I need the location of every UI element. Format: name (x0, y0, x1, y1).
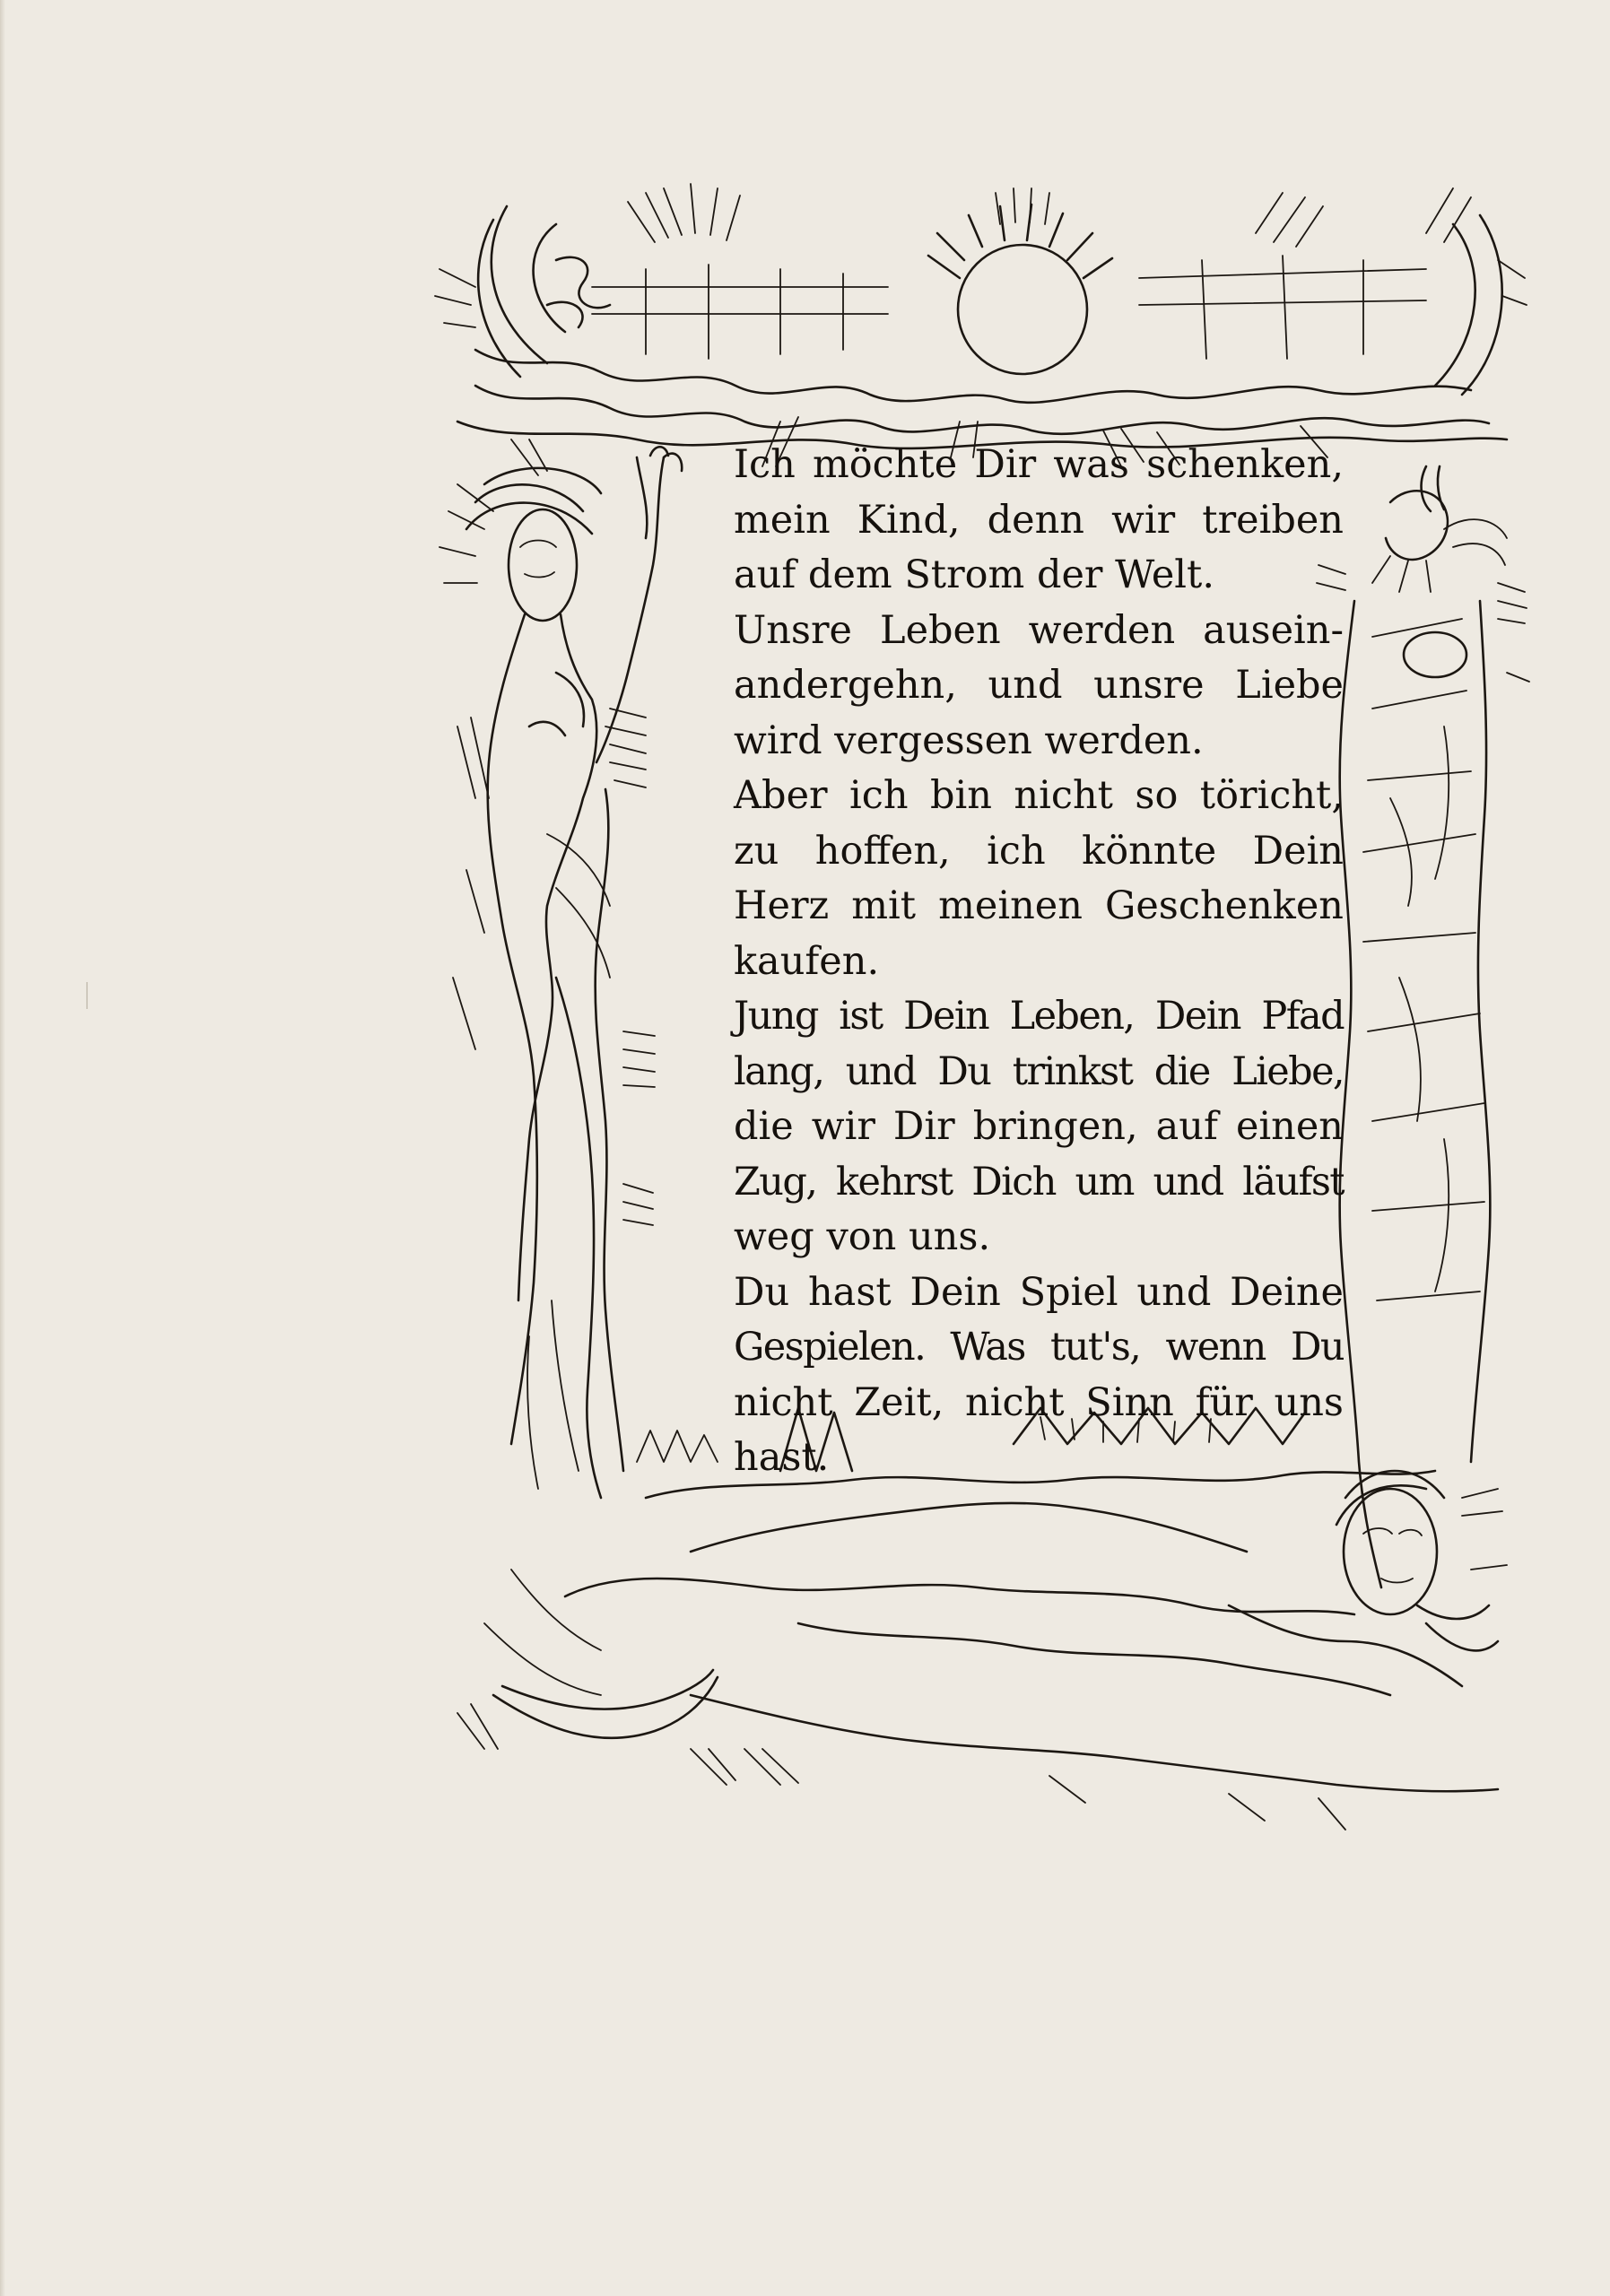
tree-and-bird (1317, 466, 1529, 1587)
poem-text-block (734, 438, 1344, 1478)
poem-line: andergehn, und unsre Liebe (734, 663, 1344, 708)
poem-line: Ich möchte Dir was schenken, (734, 442, 1344, 487)
sun-and-waves-panel (435, 184, 1527, 475)
poem-line: Zug, kehrst Dich um und läufst (734, 1159, 1344, 1205)
crescent-moon (493, 1677, 718, 1738)
poem-line: Jung ist Dein Leben, Dein Pfad (734, 994, 1344, 1039)
standing-figure (439, 447, 682, 1498)
head (509, 509, 577, 621)
sun (958, 245, 1087, 374)
poem-line: kaufen. (734, 938, 880, 984)
poem-line: nicht Zeit, nicht Sinn für uns (734, 1379, 1344, 1425)
poem-line: Herz mit meinen Geschenken (734, 883, 1344, 928)
reclining-head (1344, 1489, 1437, 1614)
poem-line: Gespielen. Was tut's, wenn Du (734, 1325, 1344, 1370)
poem-line: Du hast Dein Spiel und Deine (734, 1269, 1344, 1315)
poem-line: Unsre Leben werden ausein- (734, 607, 1344, 653)
poem-line: weg von uns. (734, 1214, 991, 1259)
poem-line: hast. (734, 1435, 830, 1480)
poem-line: die wir Dir bringen, auf einen (734, 1104, 1344, 1149)
poem-line: lang, und Du trinkst die Liebe, (734, 1048, 1344, 1094)
page-mark (86, 982, 88, 1009)
poem-line: mein Kind, denn wir treiben (734, 497, 1344, 543)
page-gutter-shadow (0, 0, 5, 2296)
poem-line: auf dem Strom der Welt. (734, 552, 1214, 597)
poem-line: wird vergessen werden. (734, 718, 1204, 763)
poem-line: Aber ich bin nicht so töricht, (734, 773, 1344, 818)
poem-line: zu hoffen, ich könnte Dein (734, 828, 1344, 874)
